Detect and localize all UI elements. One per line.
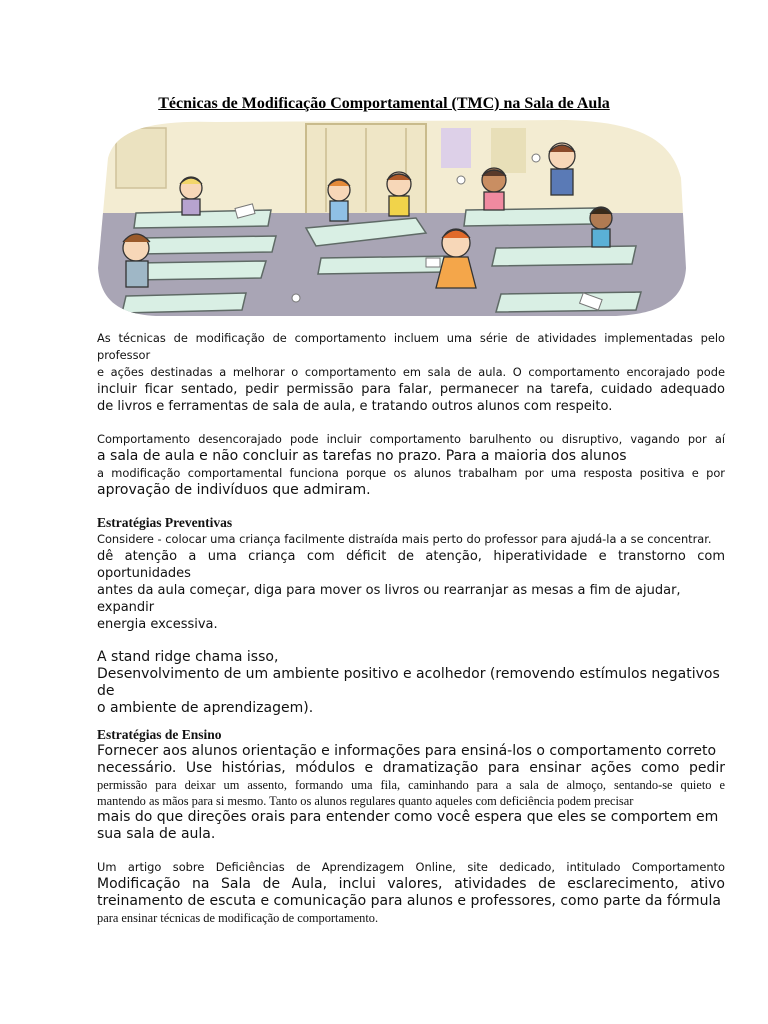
section-heading: Estratégias Preventivas xyxy=(97,515,233,530)
text-line: dê atenção a uma criança com déficit de atenção, hiperatividade e transtorno com oportunidades xyxy=(97,549,725,581)
text-line: necessário. Use histórias, módulos e dramatização para ensinar ações como pedir xyxy=(97,760,725,776)
text-line: o ambiente de aprendizagem). xyxy=(97,700,314,716)
text-line: energia excessiva. xyxy=(97,617,218,632)
text-line: sua sala de aula. xyxy=(97,826,216,842)
text-line: Comportamento desencorajado pode incluir comportamento barulhento ou disruptivo, vagando por aí xyxy=(97,432,725,446)
intro-paragraph xyxy=(97,330,725,415)
text-line: de livros e ferramentas de sala de aula, e tratando outros alunos com respeito. xyxy=(97,399,613,414)
article-body xyxy=(97,330,725,926)
text-line: Um artigo sobre Deficiências de Aprendizagem Online, site dedicado, intitulado Comportamento xyxy=(97,860,725,874)
text-line: a sala de aula e não concluir as tarefas no prazo. Para a maioria dos alunos xyxy=(97,448,627,464)
page-title: Técnicas de Modificação Comportamental (TMC) na Sala de Aula xyxy=(158,95,610,112)
text-line: aprovação de indivíduos que admiram. xyxy=(97,482,371,498)
section-heading: Estratégias de Ensino xyxy=(97,727,222,742)
text-line: e ações destinadas a melhorar o comportamento em sala de aula. O comportamento encorajado pode xyxy=(97,365,725,379)
text-line: antes da aula começar, diga para mover os livros ou rearranjar as mesas a fim de ajudar, expandir xyxy=(97,583,681,615)
discouraged-paragraph xyxy=(97,431,725,499)
text-line: A stand ridge chama isso, xyxy=(97,649,279,665)
text-line: treinamento de escuta e comunicação para alunos e professores, como parte da fórmula xyxy=(97,893,721,909)
text-line: As técnicas de modificação de comportamento incluem uma série de atividades implementadas pelo professor xyxy=(97,331,725,362)
text-line: permissão para deixar um assento, formando uma fila, caminhando para a sala de almoço, sentando-se quieto e xyxy=(97,778,725,792)
text-line: Desenvolvimento de um ambiente positivo e acolhedor (removendo estímulos negativos de xyxy=(97,666,720,699)
text-line: Modificação na Sala de Aula, inclui valores, atividades de esclarecimento, ativo xyxy=(97,876,725,892)
teaching-section xyxy=(97,727,725,843)
text-line: mantendo as mãos para si mesmo. Tanto os alunos regulares quanto aqueles com deficiência podem precisar xyxy=(97,794,634,808)
article-paragraph xyxy=(97,859,725,926)
environment-paragraph xyxy=(97,649,725,717)
classroom-illustration xyxy=(96,118,686,318)
text-line: mais do que direções orais para entender como você espera que eles se comportem em xyxy=(97,809,719,825)
text-line: incluir ficar sentado, pedir permissão para falar, permanecer na tarefa, cuidado adequado xyxy=(97,382,725,397)
text-line: Considere - colocar uma criança facilmente distraída mais perto do professor para ajudá-la a se concentrar. xyxy=(97,532,712,546)
preventive-section xyxy=(97,515,725,633)
text-line: para ensinar técnicas de modificação de comportamento. xyxy=(97,911,379,925)
poster-shape xyxy=(441,128,471,168)
text-line: a modificação comportamental funciona porque os alunos trabalham por uma resposta positiva e por xyxy=(97,466,725,480)
text-line: Fornecer aos alunos orientação e informações para ensiná-los o comportamento correto xyxy=(97,743,717,759)
